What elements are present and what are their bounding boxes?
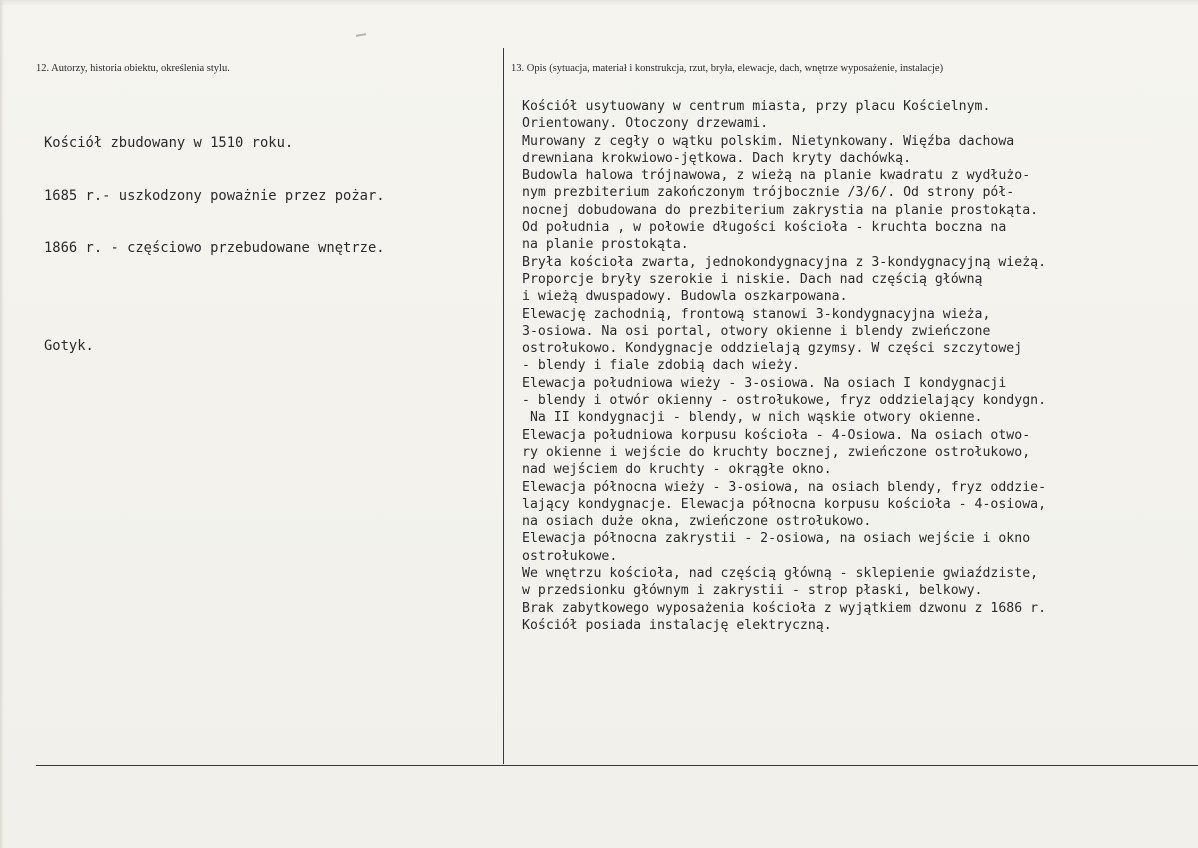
description-line: Elewacja południowa wieży - 3-osiowa. Na osiach I kondygnacji bbox=[522, 375, 1007, 391]
column-divider bbox=[503, 48, 504, 764]
description-line: w przedsionku głównym i zakrystii - strop płaski, belkowy. bbox=[522, 583, 983, 599]
description-line: nym prezbiterium zakończonym trójbocznie /3/6/. Od strony pół- bbox=[522, 185, 1015, 201]
description-line: Elewacja południowa korpusu kościoła - 4-Osiowa. Na osiach otwo- bbox=[522, 427, 1031, 443]
card-top-edge bbox=[0, 0, 1198, 6]
description-line: lający kondygnacje. Elewacja północna korpusu kościoła - 4-osiowa, bbox=[522, 496, 1047, 512]
description-line: i wieżą dwuspadowy. Budowla oszkarpowana. bbox=[522, 289, 848, 305]
description-line: Elewacja północna zakrystii - 2-osiowa, na osiach wejście i okno bbox=[522, 531, 1031, 547]
description-line: Orientowany. Otoczony drzewami. bbox=[522, 116, 769, 132]
description-line: Kościół posiada instalację elektryczną. bbox=[522, 617, 832, 633]
description-line: na planie prostokąta. bbox=[522, 237, 689, 253]
description-line: ostrołukowe. bbox=[522, 548, 618, 564]
history-text bbox=[44, 100, 385, 390]
description-line: ry okienne i wejście do kruchty bocznej, zwieńczone ostrołukowo, bbox=[522, 444, 1031, 460]
history-line: 1866 r. - częściowo przebudowane wnętrze. bbox=[44, 240, 385, 256]
description-line: Budowla halowa trójnawowa, z wieżą na planie kwadratu z wydłużo- bbox=[522, 168, 1031, 184]
description-line: Elewacja północna wieży - 3-osiowa, na osiach blendy, fryz oddzie- bbox=[522, 479, 1047, 495]
description-text bbox=[522, 98, 1198, 634]
description-line: - blendy i fiale zdobią dach wieży. bbox=[522, 358, 800, 374]
style-line: Gotyk. bbox=[44, 337, 94, 354]
description-line: na osiach duże okna, zwieńczone ostrołukowo. bbox=[522, 514, 872, 530]
description-line: 3-osiowa. Na osi portal, otwory okienne i blendy zwieńczone bbox=[522, 323, 991, 339]
history-line: 1685 r.- uszkodzony poważnie przez pożar. bbox=[44, 187, 385, 204]
description-line: Na II kondygnacji - blendy, w nich wąskie otwory okienne. bbox=[522, 410, 983, 426]
description-line: - blendy i otwór okienny - ostrołukowe, fryz oddzielający kondygn. bbox=[522, 393, 1047, 409]
description-line: nad wejściem do kruchty - okrągłe okno. bbox=[522, 462, 832, 478]
description-line: Elewację zachodnią, frontową stanowi 3-kondygnacyjna wieża, bbox=[522, 306, 991, 322]
description-line: Od południa , w połowie długości kościoła - kruchta boczna na bbox=[522, 220, 1007, 236]
bottom-rule bbox=[36, 765, 1198, 766]
description-line: Bryła kościoła zwarta, jednokondygnacyjna z 3-kondygnacyjną wieżą. bbox=[522, 254, 1047, 270]
section-12-header: 12. Autorzy, historia obiektu, określenia stylu. bbox=[36, 63, 230, 74]
description-line: Murowany z cegły o wątku polskim. Nietynkowany. Więźba dachowa bbox=[522, 133, 1015, 149]
description-line: Brak zabytkowego wyposażenia kościoła z wyjątkiem dzwonu z 1686 r. bbox=[522, 600, 1047, 616]
description-line: Proporcje bryły szerokie i niskie. Dach nad częścią główną bbox=[522, 271, 983, 287]
description-line: We wnętrzu kościoła, nad częścią główną - sklepienie gwiaździste, bbox=[522, 566, 1039, 582]
card-left-edge bbox=[0, 0, 4, 848]
section-13-header: 13. Opis (sytuacja, materiał i konstrukcja, rzut, bryła, elewacje, dach, wnętrze wyposażenie, instalacje) bbox=[511, 63, 944, 74]
description-line: nocnej dobudowana do prezbiterium zakrystia na planie prostokąta. bbox=[522, 202, 1039, 218]
description-line: drewniana krokwiowo-jętkowa. Dach kryty dachówką. bbox=[522, 150, 912, 166]
description-line: ostrołukowo. Kondygnacje oddzielają gzymsy. W części szczytowej bbox=[522, 341, 1023, 357]
paper-mark bbox=[356, 33, 366, 37]
description-line: Kościół usytuowany w centrum miasta, przy placu Kościelnym. bbox=[522, 99, 991, 114]
history-line: Kościół zbudowany w 1510 roku. bbox=[44, 135, 294, 151]
